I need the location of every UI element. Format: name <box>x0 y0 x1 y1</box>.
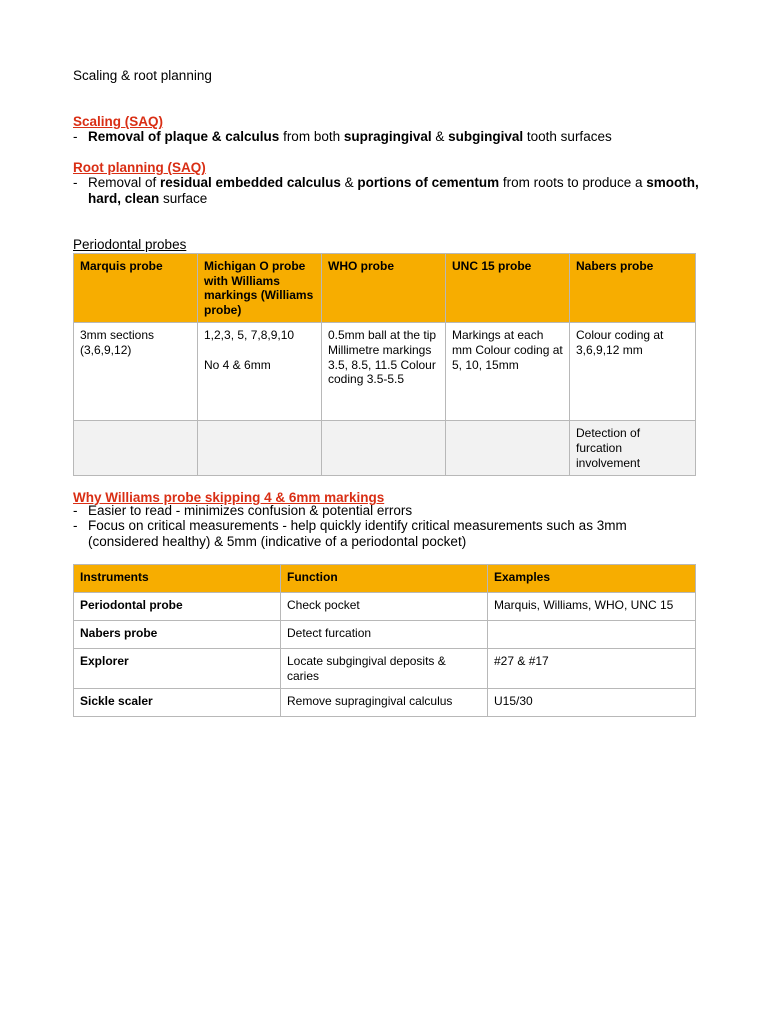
col-header-examples: Examples <box>488 565 696 593</box>
table-cell: Colour coding at 3,6,9,12 mm <box>570 323 696 421</box>
col-header-unc15: UNC 15 probe <box>446 254 570 323</box>
instruments-table <box>73 564 696 717</box>
text-fragment: tooth surfaces <box>523 129 612 144</box>
table-cell <box>198 323 322 421</box>
scaling-definition <box>73 129 713 145</box>
text-fragment: Removal of plaque & calculus <box>88 129 280 144</box>
table-cell <box>322 421 446 476</box>
col-header-michigan: Michigan O probe with Williams markings (Williams probe) <box>198 254 322 323</box>
cell-line: No 4 & 6mm <box>204 357 271 372</box>
table-header-row <box>74 254 696 323</box>
cell-line: 1,2,3, 5, 7,8,9,10 <box>204 328 295 343</box>
text-fragment: surface <box>159 190 208 206</box>
table-row <box>74 621 696 649</box>
scaling-heading: Scaling (SAQ) <box>73 114 164 129</box>
text-fragment: from roots to produce a <box>499 175 647 190</box>
text-fragment: residual embedded calculus <box>160 175 341 190</box>
bullet-text: Easier to read - minimizes confusion & potential errors <box>88 503 413 518</box>
col-header-nabers: Nabers probe <box>570 254 696 323</box>
text-fragment: smooth, hard, clean <box>88 175 699 206</box>
instrument-name: Nabers probe <box>74 621 281 649</box>
root-planning-definition <box>73 175 713 206</box>
williams-heading: Why Williams probe skipping 4 & 6mm markings <box>73 490 385 505</box>
text-fragment: Removal of <box>88 175 161 190</box>
probes-table <box>73 253 696 476</box>
bullet-dash: - <box>73 518 78 533</box>
table-row <box>74 689 696 717</box>
table-cell: 0.5mm ball at the tip Millimetre markings 3.5, 8.5, 11.5 Colour coding 3.5-5.5 <box>322 323 446 421</box>
text-fragment: & <box>431 129 449 144</box>
table-row <box>74 421 696 476</box>
table-row <box>74 649 696 689</box>
table-cell: Detection of furcation involvement <box>570 421 696 476</box>
instrument-function: Remove supragingival calculus <box>281 689 488 717</box>
bullet-dash: - <box>73 175 78 190</box>
text-fragment: & <box>340 175 358 190</box>
instrument-name: Explorer <box>74 649 281 689</box>
root-planning-heading: Root planning (SAQ) <box>73 160 206 175</box>
table-header-row <box>74 565 696 593</box>
table-row <box>74 593 696 621</box>
col-header-function: Function <box>281 565 488 593</box>
text-fragment: portions of cementum <box>357 175 500 190</box>
instrument-name: Periodontal probe <box>74 593 281 621</box>
williams-bullet-2 <box>73 518 683 549</box>
instrument-examples: U15/30 <box>488 689 696 717</box>
col-header-instruments: Instruments <box>74 565 281 593</box>
instrument-examples <box>488 621 696 649</box>
col-header-marquis: Marquis probe <box>74 254 198 323</box>
table-cell: Markings at each mm Colour coding at 5, 10, 15mm <box>446 323 570 421</box>
page-title: Scaling & root planning <box>73 68 212 83</box>
williams-bullet-1 <box>73 503 713 519</box>
instrument-examples: #27 & #17 <box>488 649 696 689</box>
table-cell: 3mm sections (3,6,9,12) <box>74 323 198 421</box>
text-fragment: from both <box>279 129 344 144</box>
text-fragment: subgingival <box>448 129 524 144</box>
instrument-function: Locate subgingival deposits & caries <box>281 649 488 689</box>
table-row <box>74 323 696 421</box>
instrument-examples: Marquis, Williams, WHO, UNC 15 <box>488 593 696 621</box>
table-cell <box>74 421 198 476</box>
table-cell <box>446 421 570 476</box>
instrument-name: Sickle scaler <box>74 689 281 717</box>
text-fragment: supragingival <box>343 129 432 144</box>
table-cell <box>198 421 322 476</box>
instrument-function: Check pocket <box>281 593 488 621</box>
col-header-who: WHO probe <box>322 254 446 323</box>
bullet-text: Focus on critical measurements - help quickly identify critical measurements such as 3mm (considered healthy) & 5mm (indicative of a periodontal pocket) <box>88 518 627 549</box>
probes-heading: Periodontal probes <box>73 237 187 252</box>
bullet-dash: - <box>73 503 78 518</box>
bullet-dash: - <box>73 129 78 144</box>
instrument-function: Detect furcation <box>281 621 488 649</box>
